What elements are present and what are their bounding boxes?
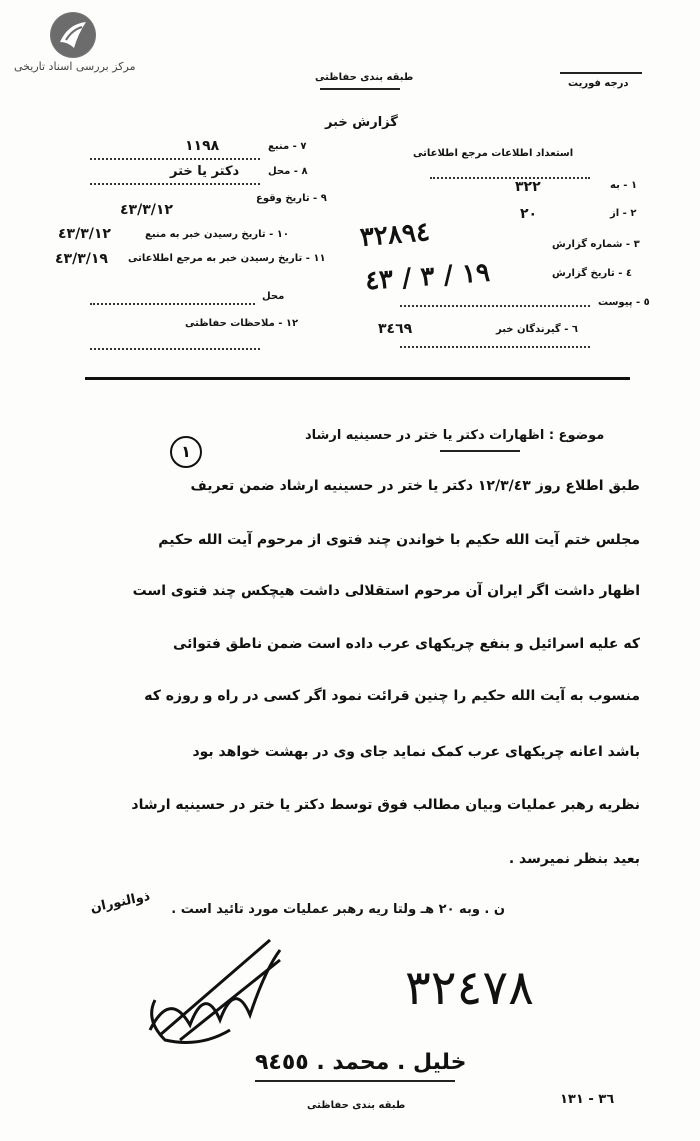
- body-line: نظریه رهبر عملیات وبیان مطالب فوق توسط دکتر یا ختر در حسینیه ارشاد: [131, 797, 640, 813]
- footer-initials: ذوالنوران: [89, 888, 152, 917]
- form-right-label: ٦ - گیرندگان خبر: [496, 324, 578, 335]
- handwritten-report-date: ١٩ / ٣ / ٤٣: [364, 257, 491, 297]
- divider: [560, 72, 642, 74]
- form-right-heading: استعداد اطلاعات مرجع اطلاعاتی: [413, 148, 574, 159]
- form-left-label: ٧ - منبع: [268, 141, 307, 152]
- dotted-line: [90, 348, 260, 350]
- form-right-value: ٢٠: [520, 206, 538, 222]
- divider: [320, 88, 400, 90]
- archive-logo-text: مرکز بررسی اسناد تاریخی: [14, 60, 136, 73]
- signature-scribble: [140, 930, 290, 1054]
- form-left-value: ٤٣/٣/١٢: [120, 202, 173, 218]
- body-line: که علیه اسرائیل و بنفع چریکهای عرب داده است ضمن ناطق فتوائی: [173, 636, 640, 652]
- form-left-label: ٩ - تاریخ وقوع: [256, 193, 327, 204]
- footer-security-class: طبقه بندی حفاظتی: [307, 1100, 406, 1111]
- dotted-line: [400, 305, 590, 307]
- annotation-circle: ١: [170, 436, 202, 468]
- dotted-line: [400, 346, 590, 348]
- handwritten-report-number: ٣٢٨٩٤: [358, 217, 432, 253]
- signature-name: خلیل . محمد . ٩٤٥٥: [255, 1050, 467, 1075]
- form-right-label: ١ - به: [610, 180, 638, 191]
- subject-line: موضوع : اظهارات دکتر یا ختر در حسینیه ارشاد: [305, 428, 605, 443]
- form-left-value: دکتر یا ختر: [170, 164, 240, 179]
- footer-note: ن . وبه ٢٠ هـ ولتا ریه رهبر عملیات مورد تائید است .: [171, 902, 505, 917]
- dotted-line: [90, 303, 255, 305]
- body-line: بعید بنظر نمیرسد .: [508, 851, 640, 867]
- form-right-label: ٢ - از: [610, 208, 637, 219]
- form-left-value: ٤٣/٣/١٩: [55, 251, 108, 267]
- form-left-value: ١١٩٨: [185, 138, 220, 154]
- form-right-value: ٣٢٢: [515, 179, 541, 195]
- body-line: طبق اطلاع روز ١٢/٣/٤٣ دکتر یا ختر در حسینیه ارشاد ضمن تعریف: [190, 478, 640, 494]
- page-title: گزارش خبر: [325, 115, 398, 130]
- section-divider: [85, 377, 630, 380]
- signature-underline: [255, 1080, 455, 1082]
- form-right-label: ٣ - شماره گزارش: [552, 239, 640, 250]
- body-line: منسوب به آیت الله حکیم را چنین قرائت نمود اگر کسی در راه و روزه که: [144, 688, 640, 704]
- form-right-value: ٣٤٦٩: [378, 321, 413, 337]
- dotted-line: [90, 158, 260, 160]
- form-right-label: ٥ - پیوست: [598, 297, 650, 308]
- form-left-label: محل: [262, 291, 285, 302]
- form-left-value: ٤٣/٣/١٢: [58, 226, 111, 242]
- security-class-top: طبقه بندی حفاظتی: [315, 72, 414, 83]
- subject-underline: [440, 450, 520, 452]
- stamp-number: ٣٢٤٧٨: [405, 960, 534, 1016]
- page-code: ٣٦ - ١٣١: [560, 1092, 615, 1107]
- body-line: باشد اعانه چریکهای عرب کمک نماید جای وی در بهشت خواهد بود: [192, 744, 640, 760]
- form-left-label: ٨ - محل: [268, 166, 308, 177]
- form-left-label: ١٠ - تاریخ رسیدن خبر به منبع: [145, 229, 289, 240]
- form-right-label: ٤ - تاریخ گزارش: [552, 268, 632, 279]
- archive-logo-icon: [50, 12, 96, 58]
- urgency-label: درجه فوریت: [568, 78, 629, 89]
- form-left-label: ١١ - تاریخ رسیدن خبر به مرجع اطلاعاتی: [128, 253, 326, 264]
- body-line: مجلس ختم آیت الله حکیم با خواندن چند فتوی از مرحوم آیت الله حکیم: [158, 532, 640, 548]
- form-left-label: ١٢ - ملاحظات حفاظتی: [185, 318, 299, 329]
- dotted-line: [430, 177, 590, 179]
- body-line: اظهار داشت اگر ایران آن مرحوم استقلالی داشت هیچکس چند فتوی است: [132, 583, 640, 599]
- dotted-line: [90, 183, 260, 185]
